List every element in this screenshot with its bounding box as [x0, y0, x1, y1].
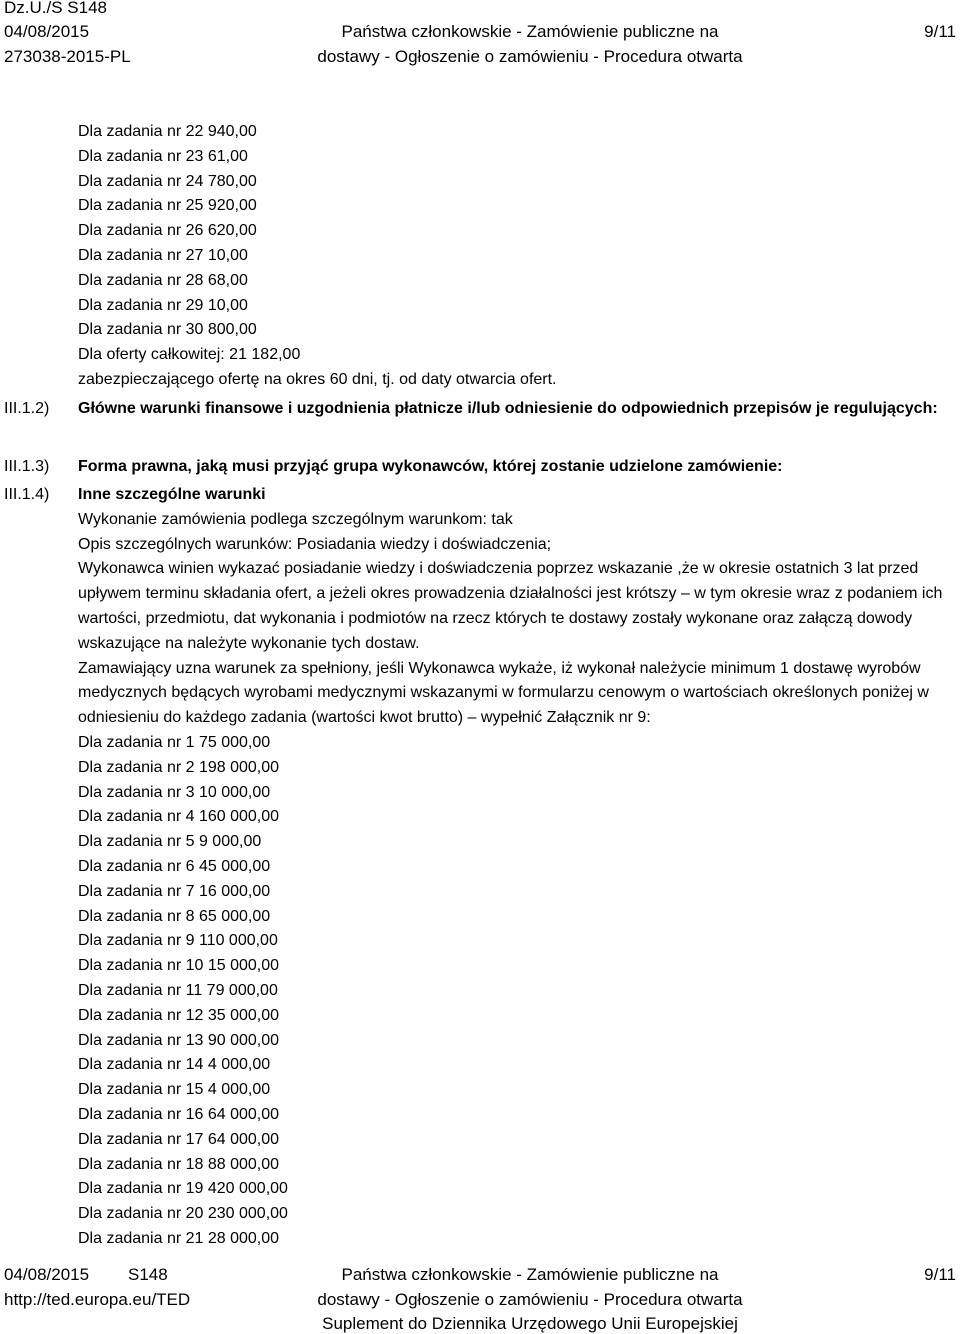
footer-date: 04/08/2015	[4, 1265, 90, 1284]
list-item: Dla zadania nr 11 79 000,00	[78, 981, 278, 999]
section-heading-text: Forma prawna, jaką musi przyjąć grupa wykonawców, której zostanie udzielone zamówienie:	[78, 458, 783, 475]
paragraph: Wykonawca winien wykazać posiadanie wiedzy i doświadczenia poprzez wskazanie ,że w okresie ostatnich 3 lat przed upływem terminu składania ofert, a jeżeli okres prowadzenia działalności jest krótszy – w tym okresie wraz z podaniem ich wartości, przedmiotu, dat wykonania i podmiotów na rzecz których te dostawy zostały wykonane oraz załączą dowody wskazujące na należyte wykonanie tych dostaw.	[78, 560, 943, 652]
list-item: Dla zadania nr 14 4 000,00	[78, 1056, 271, 1074]
list-item: Dla zadania nr 3 10 000,00	[78, 783, 271, 801]
list-item: Dla zadania nr 2 198 000,00	[78, 758, 280, 776]
list-item: Dla zadania nr 16 64 000,00	[78, 1105, 280, 1123]
footer-series: S148	[128, 1265, 168, 1284]
special-conditions-description: Opis szczególnych warunków: Posiadania wiedzy i doświadczenia;	[78, 535, 552, 553]
section-number: III.1.2)	[4, 400, 50, 417]
page-footer	[0, 1262, 960, 1334]
footer-title-line3: Suplement do Dziennika Urzędowego Unii Europejskiej	[322, 1314, 738, 1333]
list-item: Dla zadania nr 7 16 000,00	[78, 882, 271, 900]
footer-page-number: 9/11	[924, 1265, 956, 1284]
page-header	[0, 0, 960, 70]
list-item: Dla zadania nr 13 90 000,00	[78, 1031, 280, 1049]
list-item: Dla zadania nr 27 10,00	[78, 246, 248, 264]
list-item: Dla zadania nr 29 10,00	[78, 296, 248, 314]
list-item: Dla zadania nr 25 920,00	[78, 197, 257, 215]
header-date: 04/08/2015	[4, 22, 90, 41]
header-title-line2: dostawy - Ogłoszenie o zamówieniu - Procedura otwarta	[317, 47, 743, 66]
list-item: Dla zadania nr 12 35 000,00	[78, 1006, 280, 1024]
list-item: Dla zadania nr 20 230 000,00	[78, 1205, 288, 1223]
list-item: Dla zadania nr 17 64 000,00	[78, 1130, 280, 1148]
list-item: Dla zadania nr 19 420 000,00	[78, 1180, 288, 1198]
list-item: Dla zadania nr 24 780,00	[78, 172, 257, 190]
notice-number: 273038-2015-PL	[4, 47, 131, 66]
section-heading-text: Inne szczególne warunki	[78, 486, 266, 503]
list-item: Dla zadania nr 15 4 000,00	[78, 1081, 271, 1099]
header-title-line1: Państwa członkowskie - Zamówienie publiczne na	[341, 22, 719, 41]
list-item: Dla zadania nr 8 65 000,00	[78, 907, 271, 925]
section-heading	[78, 455, 948, 480]
list-item: Dla zadania nr 5 9 000,00	[78, 833, 262, 851]
list-item: Dla zadania nr 18 88 000,00	[78, 1155, 280, 1173]
paragraph: Zamawiający uzna warunek za spełniony, jeśli Wykonawca wykaże, iż wykonał należycie minimum 1 dostawę wyrobów medycznych będących wyrobami medycznymi wskazanymi w formularzu cenowym o wartościach określonych poniżej w odniesieniu do każdego zadania (wartości kwot brutto) – wypełnić Załącznik nr 9:	[78, 659, 929, 727]
journal-ref: Dz.U./S S148	[4, 0, 107, 17]
continued-task-values	[78, 120, 948, 393]
list-item: Dla zadania nr 21 28 000,00	[78, 1229, 280, 1247]
list-item: Dla zadania nr 23 61,00	[78, 147, 248, 165]
section-number: III.1.4)	[4, 486, 50, 503]
section-heading	[78, 397, 948, 422]
list-item: Dla zadania nr 10 15 000,00	[78, 957, 280, 975]
list-item: Dla zadania nr 30 800,00	[78, 321, 257, 339]
list-item: Dla zadania nr 28 68,00	[78, 271, 248, 289]
list-item: Dla zadania nr 22 940,00	[78, 123, 257, 140]
ted-link[interactable]: http://ted.europa.eu/TED	[4, 1290, 191, 1309]
list-item: Dla zadania nr 4 160 000,00	[78, 808, 280, 826]
list-item: Dla zadania nr 26 620,00	[78, 222, 257, 240]
list-item: Dla zadania nr 1 75 000,00	[78, 733, 271, 751]
footer-title-line1: Państwa członkowskie - Zamówienie publiczne na	[341, 1265, 719, 1284]
footer-title-line2: dostawy - Ogłoszenie o zamówieniu - Procedura otwarta	[317, 1290, 743, 1309]
header-page-number: 9/11	[924, 22, 956, 41]
special-conditions-flag: Wykonanie zamówienia podlega szczególnym warunkom: tak	[78, 510, 513, 528]
list-item: zabezpieczającego ofertę na okres 60 dni, tj. od daty otwarcia ofert.	[78, 370, 557, 388]
section-number: III.1.3)	[4, 458, 50, 475]
list-item: Dla oferty całkowitej: 21 182,00	[78, 346, 301, 364]
section-body	[78, 483, 948, 1252]
list-item: Dla zadania nr 6 45 000,00	[78, 857, 271, 875]
section-heading-text: Główne warunki finansowe i uzgodnienia płatnicze i/lub odniesienie do odpowiednich przepisów je regulujących:	[78, 400, 938, 417]
list-item: Dla zadania nr 9 110 000,00	[78, 932, 278, 950]
